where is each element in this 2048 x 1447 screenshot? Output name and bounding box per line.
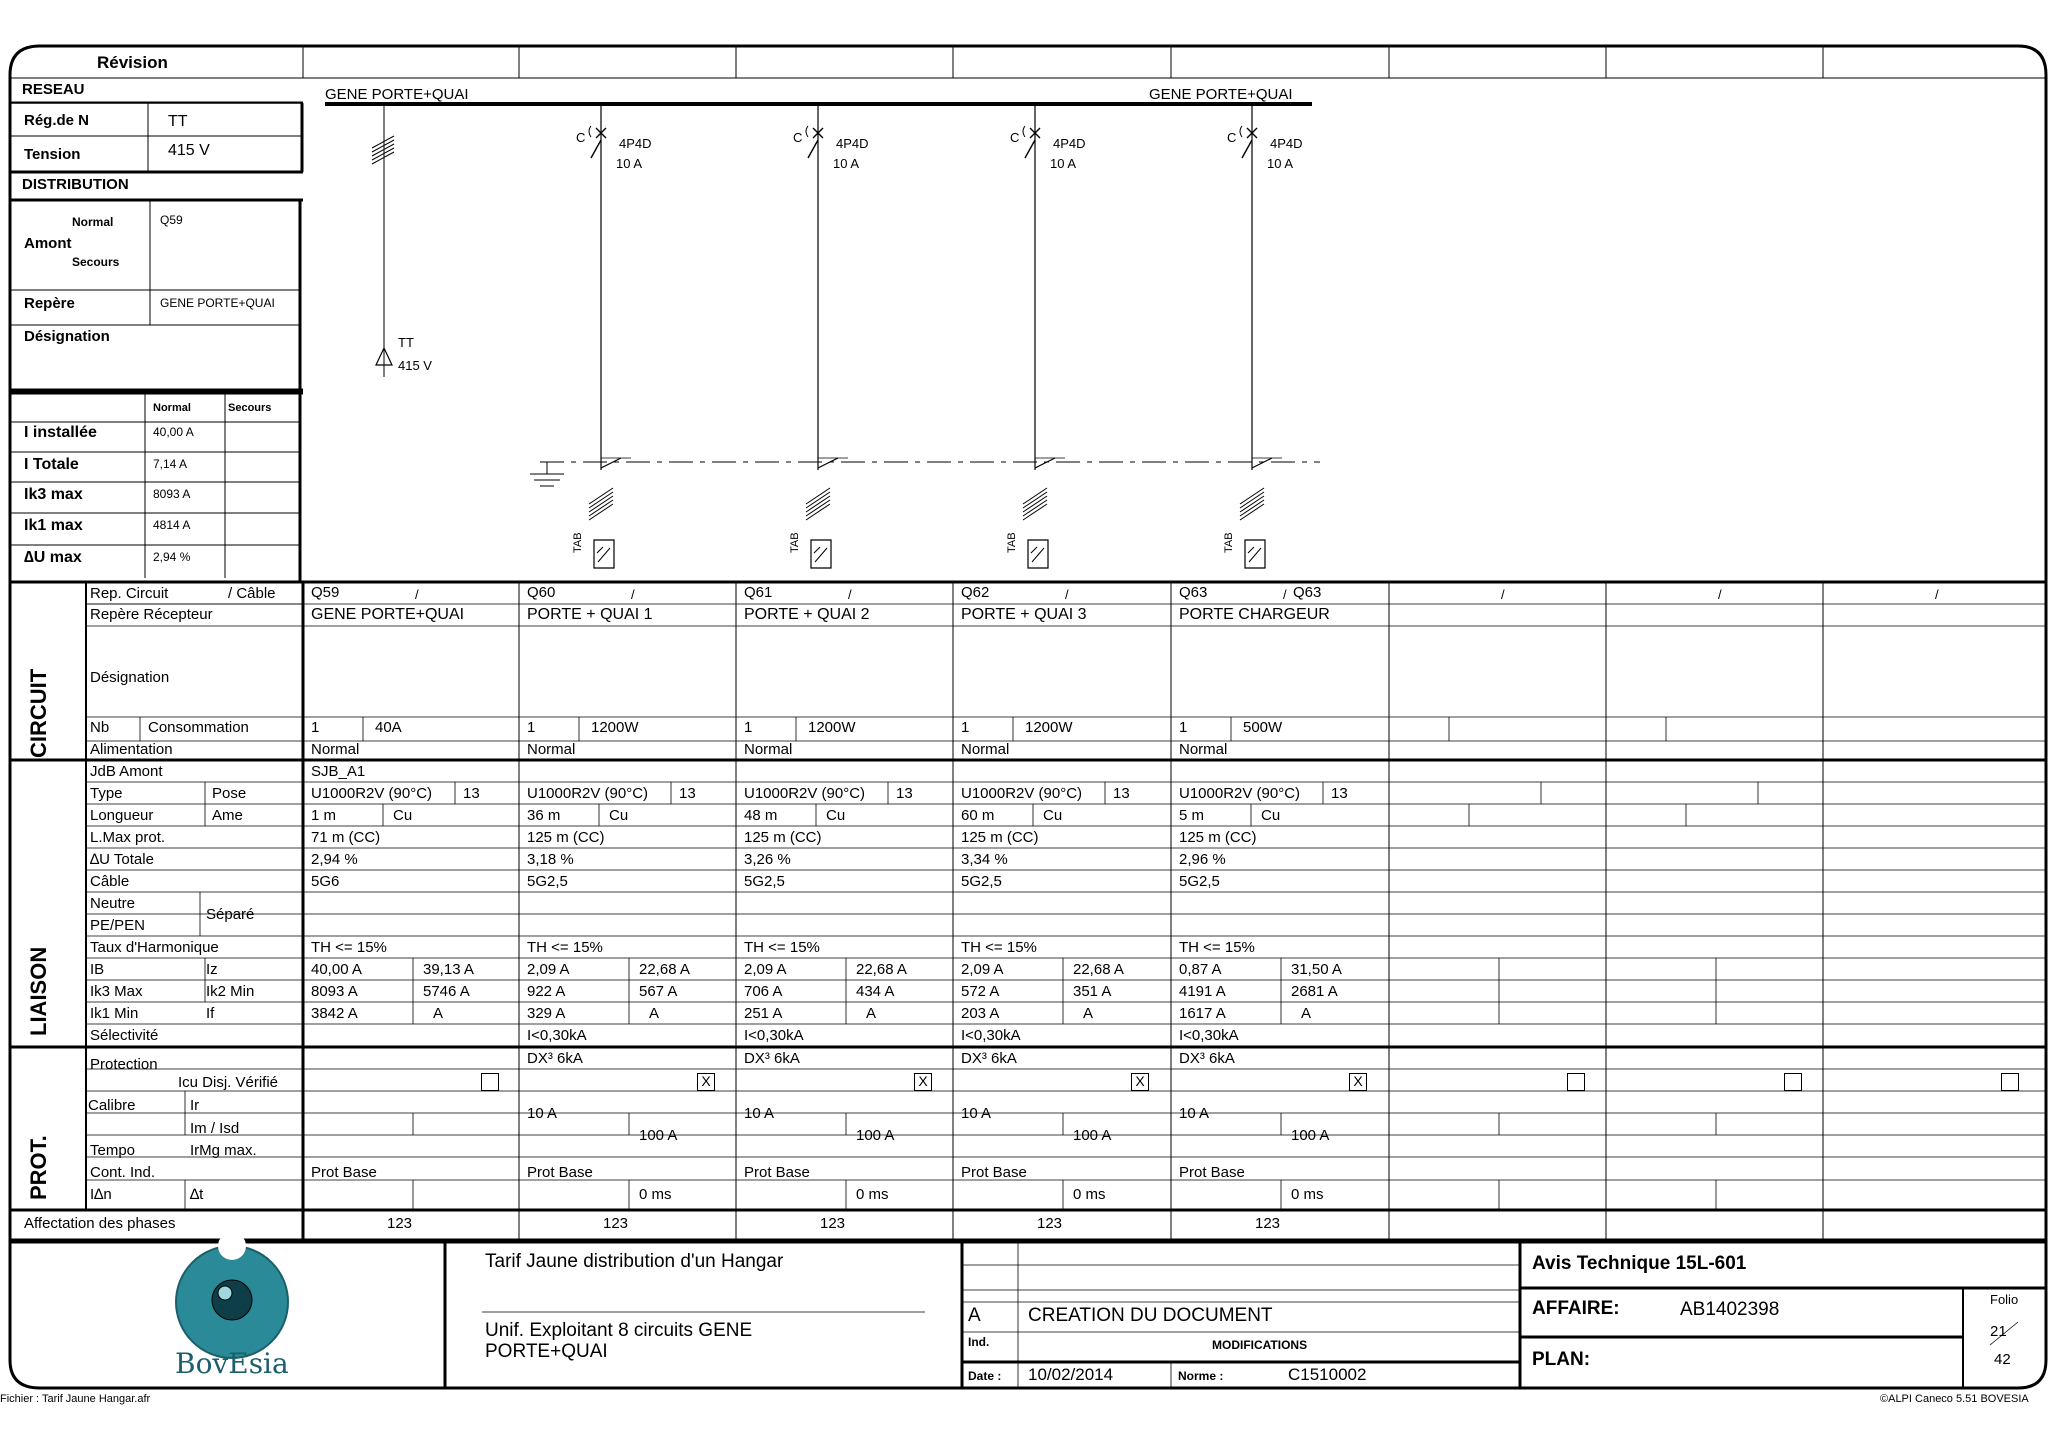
tension-label: Tension — [24, 146, 81, 163]
row-label-idn: I∆n — [90, 1186, 112, 1203]
source-voltage-label: 415 V — [398, 358, 432, 373]
repere-recepteur: GENE PORTE+QUAI — [311, 606, 465, 623]
nb-value: 1 — [527, 719, 536, 736]
norme-value: C1510002 — [1288, 1365, 1367, 1384]
busbar-label-right: GENE PORTE+QUAI — [1149, 86, 1293, 103]
alimentation-value: Normal — [527, 741, 576, 758]
row-label-type: Type — [90, 785, 123, 802]
current-row-label: ∆U max — [24, 549, 82, 566]
delta-t-value: 0 ms — [639, 1186, 672, 1203]
pose-value: 13 — [463, 785, 480, 802]
longueur-value: 36 m — [527, 807, 561, 824]
iz-value: 31,50 A — [1291, 961, 1342, 978]
project-description-2: PORTE+QUAI — [485, 1341, 608, 1362]
breaker-type-label: 4P4D — [1270, 136, 1303, 151]
row-label-tempo: Tempo — [90, 1142, 136, 1159]
row-label-selectivite: Sélectivité — [90, 1027, 159, 1044]
secours-label: Secours — [72, 255, 120, 269]
cable-mark — [806, 500, 830, 516]
section-circuit: CIRCUIT — [26, 668, 51, 758]
cable-mark — [1240, 492, 1264, 508]
longueur-value: 5 m — [1179, 807, 1205, 824]
icu-verified-checkbox[interactable]: X — [697, 1073, 715, 1091]
cable-mark — [589, 492, 613, 508]
icu-verified-checkbox[interactable]: X — [914, 1073, 932, 1091]
ib-value: 2,09 A — [744, 961, 787, 978]
selectivite-value: I<0,30kA — [1179, 1027, 1239, 1044]
breaker-arc — [1240, 126, 1242, 137]
row-label-consommation: Consommation — [148, 719, 249, 736]
ik1-value: 251 A — [744, 1005, 783, 1022]
ir-value: 10 A — [527, 1105, 558, 1122]
cable-mark — [589, 496, 613, 512]
row-label-designation: Désignation — [90, 669, 170, 686]
row-label-dt: ∆t — [190, 1186, 204, 1203]
rule-line — [1035, 458, 1055, 468]
row-label-separe: Séparé — [206, 906, 255, 923]
load-symbol — [1031, 547, 1044, 562]
cable-mark — [1023, 500, 1047, 516]
breaker-arc — [1023, 126, 1025, 137]
alimentation-value: Normal — [961, 741, 1010, 758]
row-label-cable-slash: / Câble — [228, 585, 276, 602]
harmonic-value: TH <= 15% — [311, 939, 387, 956]
ik1-value: 329 A — [527, 1005, 566, 1022]
repere-recepteur: PORTE + QUAI 3 — [961, 606, 1087, 623]
ik3-value: 706 A — [744, 983, 783, 1000]
alimentation-value: Normal — [311, 741, 360, 758]
cable-mark — [1240, 504, 1264, 520]
breaker-contact — [591, 140, 601, 158]
ik2-value: 5746 A — [423, 983, 470, 1000]
row-label-pepen: PE/PEN — [90, 917, 146, 934]
breaker-c-label: C — [793, 130, 803, 145]
icu-verified-checkbox[interactable] — [1784, 1073, 1802, 1091]
ir-value: 10 A — [744, 1105, 775, 1122]
delta-t-value: 0 ms — [1291, 1186, 1324, 1203]
breaker-type-label: 4P4D — [836, 136, 869, 151]
breaker-rating-label: 10 A — [1267, 156, 1294, 171]
pose-value: 13 — [896, 785, 913, 802]
consommation-value: 1200W — [808, 719, 856, 736]
cable-mark — [1240, 500, 1264, 516]
load-box — [811, 540, 831, 568]
tension-value: 415 V — [168, 142, 210, 159]
tab-label: TAB — [1223, 532, 1235, 553]
im-value: 100 A — [856, 1127, 895, 1144]
if-value: A — [649, 1005, 660, 1022]
cable-mark — [589, 504, 613, 520]
nb-value: 1 — [311, 719, 320, 736]
reg-n-value: TT — [168, 113, 188, 130]
section-prot: PROT. — [26, 1135, 51, 1200]
iz-value: 22,68 A — [1073, 961, 1124, 978]
current-row-label: Ik1 max — [24, 517, 83, 534]
earth-ground-icon — [530, 474, 564, 486]
longueur-value: 60 m — [961, 807, 995, 824]
slash: / — [1501, 587, 1505, 602]
ik3-value: 8093 A — [311, 983, 358, 1000]
cont-ind-value: Prot Base — [1179, 1164, 1245, 1181]
slash: / — [631, 587, 635, 602]
repere-recepteur: PORTE + QUAI 1 — [527, 606, 653, 623]
circuit-rep: Q61 — [744, 584, 773, 601]
row-label-rep-circuit: Rep. Circuit — [90, 585, 169, 602]
row-label-contind: Cont. Ind. — [90, 1164, 156, 1181]
protection-value: DX³ 6kA — [744, 1050, 800, 1067]
currents-normal-header: Normal — [153, 402, 191, 414]
ik3-value: 572 A — [961, 983, 1000, 1000]
ib-value: 2,09 A — [961, 961, 1004, 978]
ik2-value: 351 A — [1073, 983, 1112, 1000]
breaker-contact — [808, 140, 818, 158]
lmax-value: 125 m (CC) — [1179, 829, 1257, 846]
norme-label: Norme : — [1178, 1369, 1224, 1383]
harmonic-value: TH <= 15% — [1179, 939, 1255, 956]
ir-value: 10 A — [1179, 1105, 1210, 1122]
icu-verified-checkbox[interactable] — [1567, 1073, 1585, 1091]
protection-value: DX³ 6kA — [1179, 1050, 1235, 1067]
load-box — [594, 540, 614, 568]
breaker-contact — [1242, 140, 1252, 158]
row-label-ik3: Ik3 Max — [90, 983, 143, 1000]
bovesia-logo — [176, 1232, 288, 1358]
ik1-value: 3842 A — [311, 1005, 358, 1022]
load-box — [1028, 540, 1048, 568]
slash: / — [1283, 587, 1287, 602]
cable-mark — [589, 500, 613, 516]
ik2-value: 434 A — [856, 983, 895, 1000]
row-label-ik1: Ik1 Min — [90, 1005, 139, 1022]
row-label-protection: Protection — [90, 1056, 158, 1073]
du-value: 3,34 % — [961, 851, 1008, 868]
current-row-value: 7,14 A — [153, 457, 188, 471]
cont-ind-value: Prot Base — [744, 1164, 810, 1181]
if-value: A — [866, 1005, 877, 1022]
cable-type: U1000R2V (90°C) — [961, 785, 1083, 802]
project-description: Unif. Exploitant 8 circuits GENE — [485, 1320, 753, 1341]
date-value: 10/02/2014 — [1028, 1365, 1114, 1384]
im-value: 100 A — [1073, 1127, 1112, 1144]
row-label-lmax: L.Max prot. — [90, 829, 166, 846]
cable-mark — [1023, 492, 1047, 508]
harmonic-value: TH <= 15% — [744, 939, 820, 956]
ik1-value: 203 A — [961, 1005, 1000, 1022]
cable-mark — [1023, 488, 1047, 504]
circuit-rep: Q59 — [311, 584, 340, 601]
row-label-if: If — [206, 1005, 215, 1022]
cable-mark — [1240, 496, 1264, 512]
ame-value: Cu — [393, 807, 413, 824]
cable-section: 5G2,5 — [527, 873, 568, 890]
cable-mark — [589, 488, 613, 504]
row-label-cable: Câble — [90, 873, 130, 890]
cont-ind-value: Prot Base — [961, 1164, 1027, 1181]
consommation-value: 500W — [1243, 719, 1283, 736]
breaker-arc — [806, 126, 808, 137]
distribution-label: DISTRIBUTION — [22, 176, 129, 193]
icu-verified-checkbox[interactable]: X — [1349, 1073, 1367, 1091]
du-value: 2,94 % — [311, 851, 358, 868]
tab-label: TAB — [789, 532, 801, 553]
copyright: ©ALPI Caneco 5.51 BOVESIA — [1880, 1393, 2029, 1405]
row-label-icu: Icu Disj. Vérifié — [178, 1074, 279, 1091]
avis-technique: Avis Technique 15L-601 — [1532, 1253, 1747, 1274]
delta-t-value: 0 ms — [1073, 1186, 1106, 1203]
amont-label: Amont — [24, 235, 72, 252]
if-value: A — [1083, 1005, 1094, 1022]
cont-ind-value: Prot Base — [527, 1164, 593, 1181]
rule-line — [601, 458, 621, 468]
revision-index: A — [968, 1305, 981, 1326]
row-label-neutre: Neutre — [90, 895, 136, 912]
slash: / — [848, 587, 852, 602]
selectivite-value: I<0,30kA — [744, 1027, 804, 1044]
circuit-rep: Q60 — [527, 584, 556, 601]
revision-label: Révision — [97, 53, 168, 72]
phases-value: 123 — [603, 1215, 629, 1232]
if-value: A — [1301, 1005, 1312, 1022]
row-label-pose: Pose — [212, 785, 247, 802]
cable-type: U1000R2V (90°C) — [311, 785, 433, 802]
slash: / — [1065, 587, 1069, 602]
current-row-value: 8093 A — [153, 487, 191, 501]
ik3-value: 922 A — [527, 983, 566, 1000]
iz-value: 22,68 A — [856, 961, 907, 978]
source-tt-label: TT — [398, 335, 414, 350]
delta-t-value: 0 ms — [856, 1186, 889, 1203]
ib-value: 2,09 A — [527, 961, 570, 978]
pose-value: 13 — [1113, 785, 1130, 802]
tab-label: TAB — [572, 532, 584, 553]
longueur-value: 1 m — [311, 807, 337, 824]
pose-value: 13 — [1331, 785, 1348, 802]
folio-number: 21 — [1990, 1323, 2007, 1340]
circuit-cable: Q63 — [1293, 584, 1322, 601]
ame-value: Cu — [1261, 807, 1281, 824]
row-label-ir: Ir — [190, 1097, 200, 1114]
affaire-value: AB1402398 — [1680, 1299, 1780, 1320]
modifications-label: MODIFICATIONS — [1212, 1338, 1308, 1352]
jdb-value: SJB_A1 — [311, 763, 366, 780]
cable-mark — [1023, 496, 1047, 512]
repere-label: Repère — [24, 295, 75, 312]
currents-secours-header: Secours — [228, 402, 272, 414]
date-label: Date : — [968, 1369, 1002, 1383]
breaker-type-label: 4P4D — [619, 136, 652, 151]
im-value: 100 A — [1291, 1127, 1330, 1144]
ik2-value: 567 A — [639, 983, 678, 1000]
phases-value: 123 — [1037, 1215, 1063, 1232]
current-row-value: 40,00 A — [153, 425, 194, 439]
nb-value: 1 — [961, 719, 970, 736]
cable-mark — [806, 504, 830, 520]
consommation-value: 1200W — [1025, 719, 1073, 736]
breaker-rating-label: 10 A — [616, 156, 643, 171]
slash: / — [1718, 587, 1722, 602]
im-value: 100 A — [639, 1127, 678, 1144]
lmax-value: 125 m (CC) — [527, 829, 605, 846]
breaker-type-label: 4P4D — [1053, 136, 1086, 151]
ame-value: Cu — [609, 807, 629, 824]
harmonic-value: TH <= 15% — [961, 939, 1037, 956]
slash: / — [415, 587, 419, 602]
breaker-c-label: C — [576, 130, 586, 145]
ind-label: Ind. — [968, 1335, 990, 1349]
longueur-value: 48 m — [744, 807, 778, 824]
lmax-value: 71 m (CC) — [311, 829, 381, 846]
cable-section: 5G6 — [311, 873, 340, 890]
circuit-rep: Q62 — [961, 584, 990, 601]
du-value: 2,96 % — [1179, 851, 1226, 868]
alimentation-value: Normal — [1179, 741, 1228, 758]
cable-mark — [806, 492, 830, 508]
current-row-label: I Totale — [24, 456, 79, 473]
load-symbol — [814, 547, 827, 562]
row-label-taux: Taux d'Harmonique — [90, 939, 219, 956]
busbar-label-left: GENE PORTE+QUAI — [325, 86, 469, 103]
plan-label: PLAN: — [1532, 1349, 1591, 1370]
row-label-irmg: IrMg max. — [190, 1142, 257, 1159]
lmax-value: 125 m (CC) — [744, 829, 822, 846]
ik3-value: 4191 A — [1179, 983, 1226, 1000]
tab-label: TAB — [1006, 532, 1018, 553]
row-label-ame: Ame — [212, 807, 243, 824]
row-label-repere-recepteur: Repère Récepteur — [90, 606, 213, 623]
breaker-arc — [589, 126, 591, 137]
nb-value: 1 — [1179, 719, 1188, 736]
pose-value: 13 — [679, 785, 696, 802]
lmax-value: 125 m (CC) — [961, 829, 1039, 846]
row-label-ib: IB — [90, 961, 105, 978]
reseau-label: RESEAU — [22, 81, 85, 98]
load-symbol — [597, 547, 610, 562]
row-label-imisd: Im / Isd — [190, 1120, 240, 1137]
icu-verified-checkbox[interactable] — [481, 1073, 499, 1091]
load-box — [1245, 540, 1265, 568]
row-label-calibre: Calibre — [88, 1097, 136, 1114]
icu-verified-checkbox[interactable] — [2001, 1073, 2019, 1091]
cable-mark — [1240, 488, 1264, 504]
cable-mark — [1023, 504, 1047, 520]
row-label-nb: Nb — [90, 719, 110, 736]
icu-verified-checkbox[interactable]: X — [1131, 1073, 1149, 1091]
ame-value: Cu — [826, 807, 846, 824]
repere-recepteur: PORTE CHARGEUR — [1179, 606, 1330, 623]
ib-value: 0,87 A — [1179, 961, 1222, 978]
phases-value: 123 — [387, 1215, 413, 1232]
cable-mark — [806, 496, 830, 512]
row-label-ik2: Ik2 Min — [206, 983, 255, 1000]
designation-label: Désignation — [24, 328, 110, 345]
cont-ind-value: Prot Base — [311, 1164, 377, 1181]
row-label-iz: Iz — [206, 961, 218, 978]
circuit-rep: Q63 — [1179, 584, 1208, 601]
amont-normal-value: Q59 — [160, 213, 183, 227]
load-symbol — [1248, 547, 1261, 562]
file-name: Fichier : Tarif Jaune Hangar.afr — [0, 1393, 151, 1405]
folio-label: Folio — [1990, 1292, 2019, 1307]
ib-value: 40,00 A — [311, 961, 362, 978]
nb-value: 1 — [744, 719, 753, 736]
current-row-label: I installée — [24, 424, 97, 441]
row-label-longueur: Longueur — [90, 807, 154, 824]
du-value: 3,18 % — [527, 851, 574, 868]
phases-value: 123 — [820, 1215, 846, 1232]
rule-line — [818, 458, 838, 468]
breaker-c-label: C — [1010, 130, 1020, 145]
breaker-rating-label: 10 A — [1050, 156, 1077, 171]
current-row-value: 2,94 % — [153, 550, 191, 564]
breaker-contact — [1025, 140, 1035, 158]
normal-label: Normal — [72, 215, 114, 229]
repere-value: GENE PORTE+QUAI — [160, 296, 275, 310]
cable-section: 5G2,5 — [961, 873, 1002, 890]
current-row-label: Ik3 max — [24, 486, 83, 503]
cable-type: U1000R2V (90°C) — [527, 785, 649, 802]
row-label-alimentation: Alimentation — [90, 741, 173, 758]
breaker-rating-label: 10 A — [833, 156, 860, 171]
consommation-value: 1200W — [591, 719, 639, 736]
slash: / — [1935, 587, 1939, 602]
breaker-c-label: C — [1227, 130, 1237, 145]
selectivite-value: I<0,30kA — [961, 1027, 1021, 1044]
cable-section: 5G2,5 — [744, 873, 785, 890]
ik1-value: 1617 A — [1179, 1005, 1226, 1022]
project-title: Tarif Jaune distribution d'un Hangar — [485, 1251, 784, 1272]
consommation-value: 40A — [375, 719, 402, 736]
row-label-du-totale: ∆U Totale — [90, 851, 154, 868]
affaire-label: AFFAIRE: — [1532, 1298, 1620, 1319]
harmonic-value: TH <= 15% — [527, 939, 603, 956]
cable-section: 5G2,5 — [1179, 873, 1220, 890]
row-label-affectation: Affectation des phases — [24, 1215, 176, 1232]
iz-value: 22,68 A — [639, 961, 690, 978]
revision-text: CREATION DU DOCUMENT — [1028, 1305, 1273, 1326]
section-liaison: LIAISON — [26, 946, 51, 1036]
cable-type: U1000R2V (90°C) — [744, 785, 866, 802]
protection-value: DX³ 6kA — [961, 1050, 1017, 1067]
selectivite-value: I<0,30kA — [527, 1027, 587, 1044]
iz-value: 39,13 A — [423, 961, 474, 978]
logo-wordmark: BovEsia — [175, 1347, 289, 1380]
reg-n-label: Rég.de N — [24, 112, 90, 129]
current-row-value: 4814 A — [153, 518, 191, 532]
ir-value: 10 A — [961, 1105, 992, 1122]
phases-value: 123 — [1255, 1215, 1281, 1232]
rule-line — [1252, 458, 1272, 468]
folio-total: 42 — [1994, 1351, 2011, 1368]
cable-type: U1000R2V (90°C) — [1179, 785, 1301, 802]
repere-recepteur: PORTE + QUAI 2 — [744, 606, 870, 623]
alimentation-value: Normal — [744, 741, 793, 758]
cable-mark — [806, 488, 830, 504]
row-label-jdb-amont: JdB Amont — [90, 763, 163, 780]
if-value: A — [433, 1005, 444, 1022]
protection-value: DX³ 6kA — [527, 1050, 583, 1067]
ik2-value: 2681 A — [1291, 983, 1338, 1000]
ame-value: Cu — [1043, 807, 1063, 824]
du-value: 3,26 % — [744, 851, 791, 868]
